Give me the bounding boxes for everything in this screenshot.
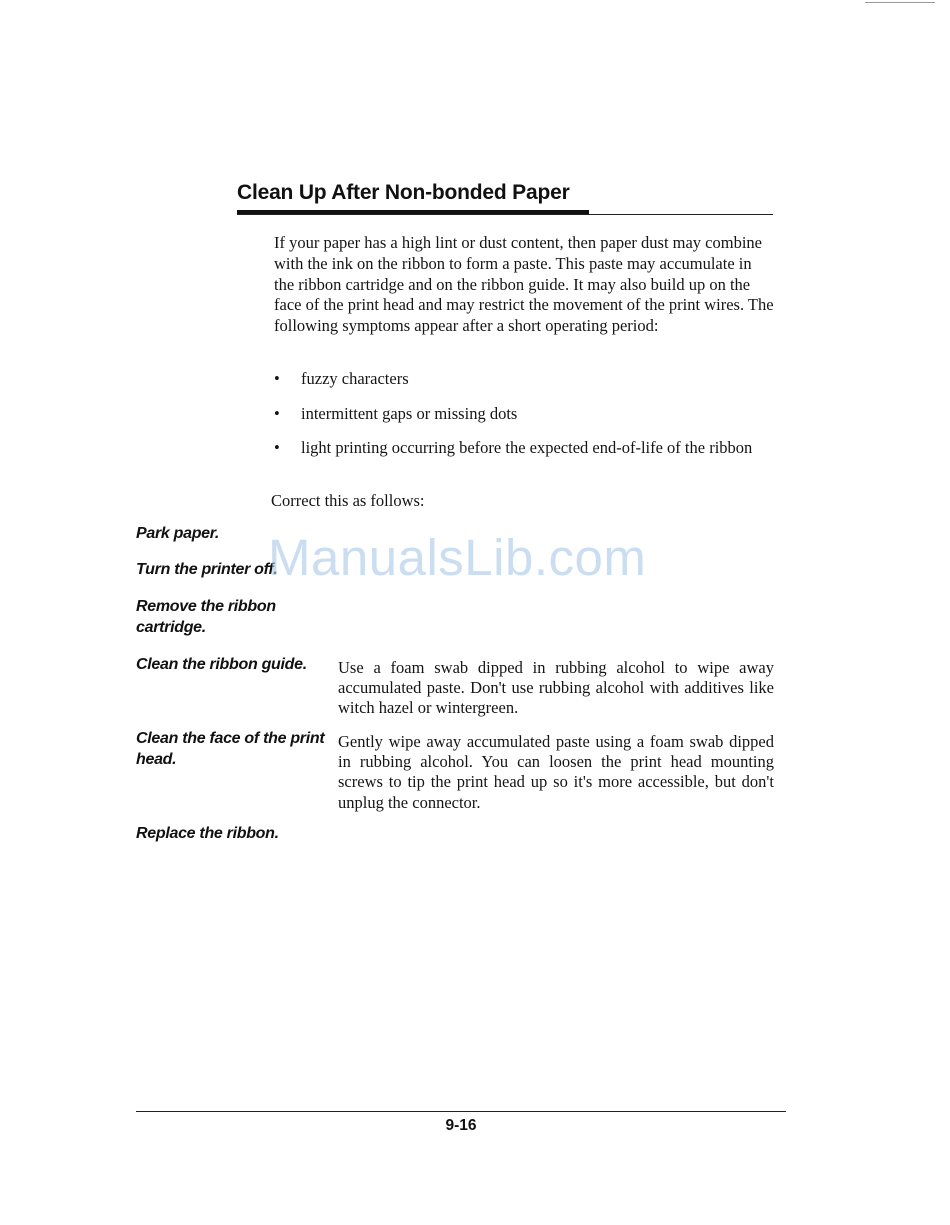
- list-item: [274, 369, 774, 389]
- title-underline: [237, 214, 773, 215]
- page-number: 9-16: [445, 1117, 477, 1134]
- symptom-text: intermittent gaps or missing dots: [301, 403, 518, 423]
- intro-paragraph: If your paper has a high lint or dust content, then paper dust may combine with the ink on the ribbon to form a paste. This paste may accumulate in the ribbon cartridge and on the ribbon guide. It may also build up on the face of the print head and may restrict the movement of the print wires. The following symptoms appear after a short operating period:: [274, 233, 774, 336]
- step-desc-clean-print-head: Gently wipe away accumulated paste using a foam swab dipped in rubbing alcohol. You can loosen the print head mounting screws to tip the print head up so it's more accessible, but don't unplug the connector.: [338, 732, 774, 812]
- symptom-list: [274, 369, 774, 458]
- step-desc-clean-guide: Use a foam swab dipped in rubbing alcohol to wipe away accumulated paste. Don't use rubbing alcohol with additives like witch hazel or wintergreen.: [338, 658, 774, 718]
- corner-rule: [865, 2, 935, 3]
- bullet: •: [274, 438, 280, 457]
- step-label-turn-off: Turn the printer off.: [136, 561, 278, 578]
- step-label-park-paper: Park paper.: [136, 525, 219, 542]
- footer-rule: [136, 1111, 786, 1112]
- correction-intro: Correct this as follows:: [271, 491, 425, 510]
- bullet: •: [274, 403, 280, 423]
- step-label-clean-guide: Clean the ribbon guide.: [136, 656, 307, 673]
- step-label-remove-ribbon: Remove the ribbon cartridge.: [136, 598, 276, 636]
- list-item: [274, 404, 774, 424]
- symptom-text: fuzzy characters: [301, 369, 409, 388]
- symptom-text: light printing occurring before the expected end-of-life of the ribbon: [301, 438, 753, 457]
- list-item: [274, 438, 774, 458]
- watermark: ManualsLib.com: [268, 529, 647, 586]
- bullet: •: [274, 369, 280, 388]
- step-label-replace-ribbon: Replace the ribbon.: [136, 825, 279, 842]
- step-label-clean-print-head: Clean the face of the print head.: [136, 730, 325, 768]
- section-title: Clean Up After Non-bonded Paper: [237, 181, 570, 204]
